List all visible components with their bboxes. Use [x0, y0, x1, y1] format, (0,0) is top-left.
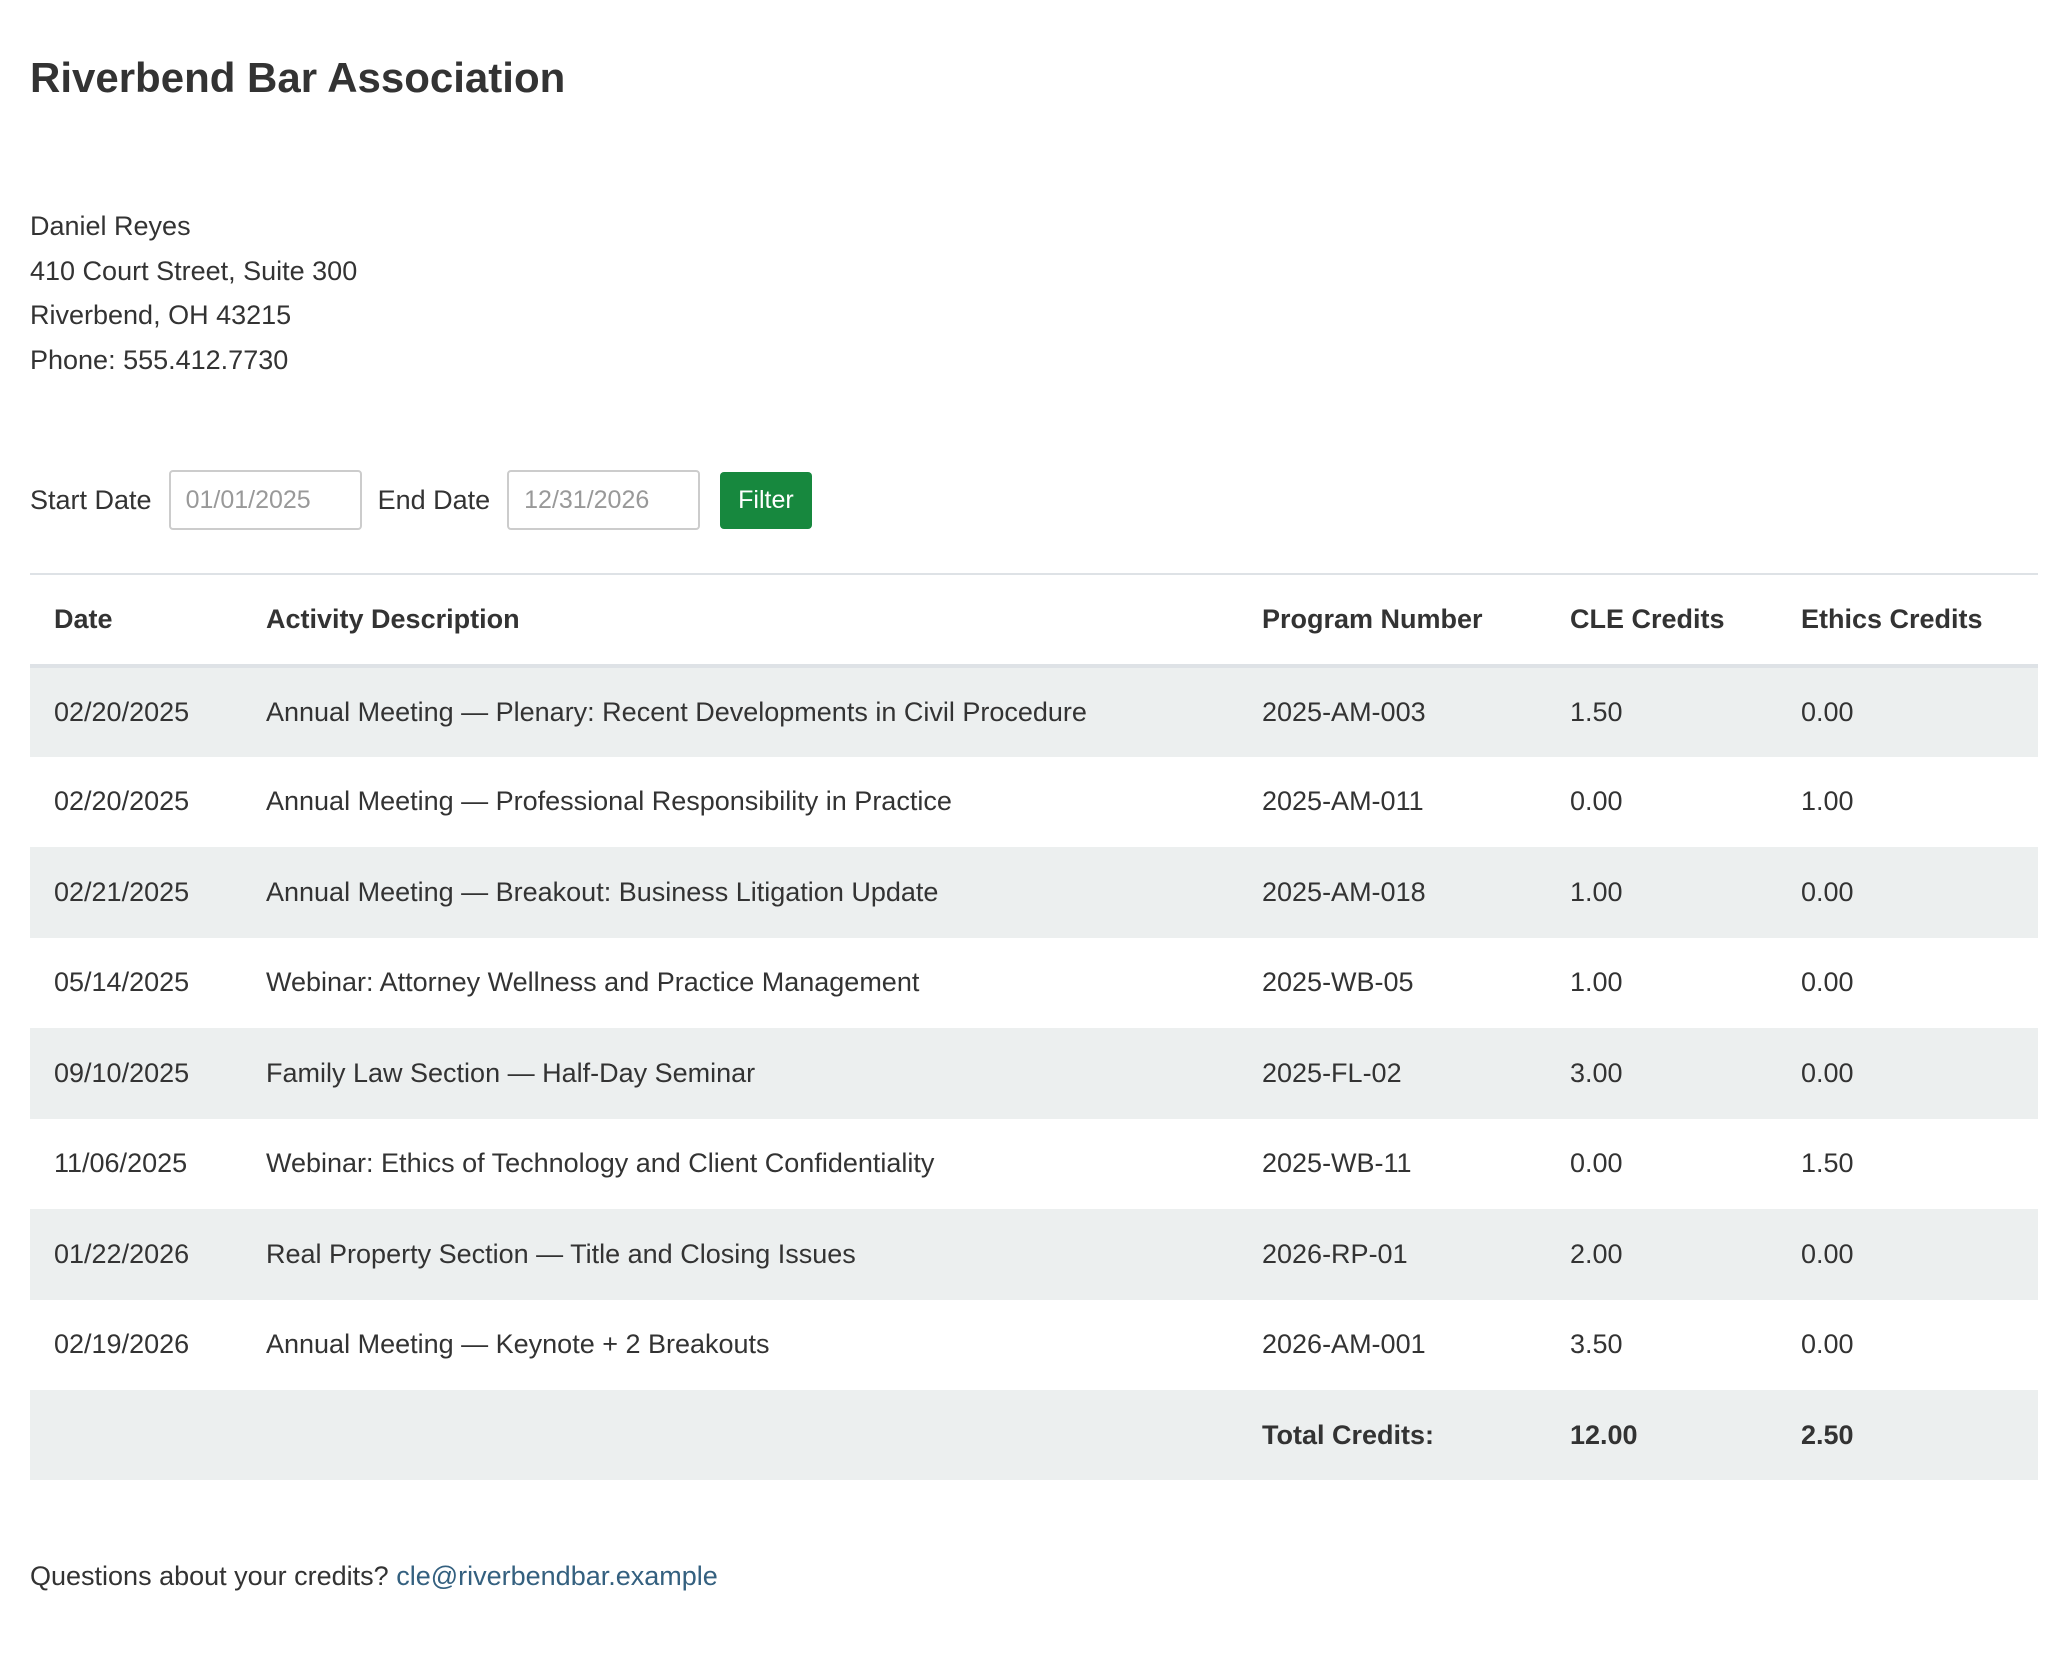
cell-ethics-credits: 0.00	[1801, 1057, 1854, 1088]
cell-cle-credits: 0.00	[1570, 1148, 1623, 1179]
start-date-label: Start Date	[30, 484, 152, 515]
cell-ethics-credits: 0.00	[1801, 696, 1854, 727]
table-row	[30, 847, 2038, 938]
cell-description: Real Property Section — Title and Closing Issues	[266, 1238, 856, 1269]
cell-description: Webinar: Ethics of Technology and Client Confidentiality	[266, 1148, 935, 1179]
table-header	[30, 574, 2038, 666]
table-row	[30, 1209, 2038, 1300]
cell-date: 01/22/2026	[54, 1238, 190, 1269]
filter-button[interactable]: Filter	[720, 472, 812, 529]
cell-description: Annual Meeting — Keynote + 2 Breakouts	[266, 1329, 770, 1360]
cell-date: 02/20/2025	[54, 786, 190, 817]
end-date-input[interactable]	[507, 470, 700, 530]
cell-date: 05/14/2025	[54, 967, 190, 998]
cell-program-number: 2025-WB-11	[1262, 1148, 1412, 1179]
total-empty-cell	[242, 1390, 1238, 1480]
cell-ethics-credits: 1.00	[1801, 786, 1854, 817]
table-row	[30, 1300, 2038, 1391]
member-phone: Phone: 555.412.7730	[30, 344, 289, 375]
start-date-input[interactable]	[169, 470, 362, 530]
column-header-description: Activity Description	[266, 604, 520, 634]
cell-date: 09/10/2025	[54, 1057, 190, 1088]
column-header-cle-credits: CLE Credits	[1570, 604, 1725, 634]
cell-program-number: 2025-AM-018	[1262, 876, 1426, 907]
end-date-label: End Date	[377, 484, 491, 515]
member-name: Daniel Reyes	[30, 211, 191, 241]
column-header-date: Date	[54, 604, 113, 634]
table-footer	[30, 1390, 2038, 1480]
member-address-block	[30, 204, 357, 382]
cell-description: Family Law Section — Half-Day Seminar	[266, 1057, 756, 1088]
date-filter-bar	[30, 470, 812, 530]
cell-cle-credits: 3.50	[1570, 1329, 1623, 1360]
cell-ethics-credits: 0.00	[1801, 967, 1854, 998]
cell-program-number: 2025-AM-011	[1262, 786, 1424, 817]
table-header-row	[30, 574, 2038, 666]
contact-question: Questions about your credits?	[30, 1561, 397, 1591]
total-cle-credits: 12.00	[1570, 1419, 1638, 1450]
column-header-program-number: Program Number	[1262, 604, 1483, 634]
total-row	[30, 1390, 2038, 1480]
total-empty-cell	[30, 1390, 242, 1480]
page-title: Riverbend Bar Association	[30, 54, 566, 101]
table-row	[30, 1119, 2038, 1210]
cell-cle-credits: 3.00	[1570, 1057, 1623, 1088]
credits-table	[30, 573, 2038, 1480]
cell-description: Webinar: Attorney Wellness and Practice Management	[266, 967, 920, 998]
cell-program-number: 2026-AM-001	[1262, 1329, 1426, 1360]
cell-ethics-credits: 0.00	[1801, 876, 1854, 907]
table-row	[30, 938, 2038, 1029]
cell-program-number: 2026-RP-01	[1262, 1238, 1408, 1269]
table-row	[30, 1028, 2038, 1119]
cell-description: Annual Meeting — Professional Responsibility in Practice	[266, 786, 952, 817]
table-row	[30, 757, 2038, 848]
cell-program-number: 2025-FL-02	[1262, 1057, 1402, 1088]
cell-description: Annual Meeting — Breakout: Business Litigation Update	[266, 876, 939, 907]
cell-cle-credits: 1.00	[1570, 876, 1623, 907]
cell-ethics-credits: 1.50	[1801, 1148, 1854, 1179]
cell-cle-credits: 1.50	[1570, 696, 1623, 727]
cell-description: Annual Meeting — Plenary: Recent Developments in Civil Procedure	[266, 696, 1087, 727]
cell-date: 11/06/2025	[54, 1148, 188, 1179]
address-line-2: Riverbend, OH 43215	[30, 300, 292, 330]
total-ethics-credits: 2.50	[1801, 1419, 1854, 1450]
total-label: Total Credits:	[1262, 1419, 1435, 1450]
cell-program-number: 2025-WB-05	[1262, 967, 1414, 998]
cell-date: 02/21/2025	[54, 876, 190, 907]
table-body	[30, 666, 2038, 1390]
column-header-ethics-credits: Ethics Credits	[1801, 604, 1983, 634]
table-row	[30, 666, 2038, 757]
cell-date: 02/19/2026	[54, 1329, 190, 1360]
address-line-1: 410 Court Street, Suite 300	[30, 255, 358, 286]
cell-date: 02/20/2025	[54, 696, 190, 727]
cell-cle-credits: 1.00	[1570, 967, 1623, 998]
contact-note	[30, 1561, 718, 1592]
cell-ethics-credits: 0.00	[1801, 1238, 1854, 1269]
cell-ethics-credits: 0.00	[1801, 1329, 1854, 1360]
cell-program-number: 2025-AM-003	[1262, 696, 1426, 727]
cell-cle-credits: 0.00	[1570, 786, 1623, 817]
contact-email-link[interactable]: cle@riverbendbar.example	[396, 1561, 718, 1591]
cell-cle-credits: 2.00	[1570, 1238, 1623, 1269]
